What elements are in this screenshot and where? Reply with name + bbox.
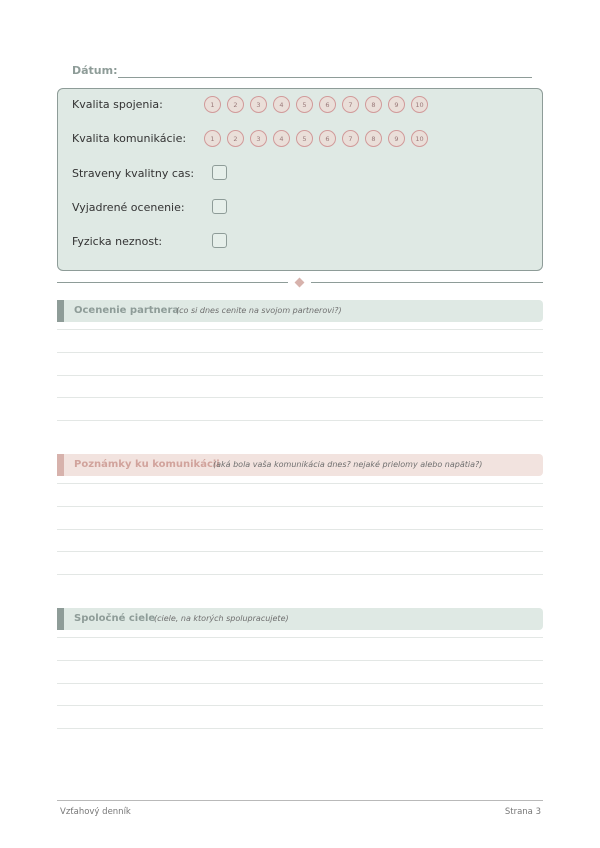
- divider-left: [57, 282, 288, 283]
- rating-circle-2[interactable]: 2: [227, 96, 244, 113]
- rating-circle-10[interactable]: 10: [411, 96, 428, 113]
- writing-line[interactable]: [57, 483, 543, 484]
- section-subtitle: (aká bola vaša komunikácia dnes? nejaké prielomy alebo napätia?): [213, 460, 483, 469]
- rating-circle-2[interactable]: 2: [227, 130, 244, 147]
- rating-circle-6[interactable]: 6: [319, 130, 336, 147]
- physical-affection-checkbox[interactable]: [212, 233, 227, 248]
- daily-rating-box: [57, 88, 543, 271]
- section-title: Poznámky ku komunikácii: [74, 459, 220, 470]
- writing-line[interactable]: [57, 705, 543, 706]
- writing-line[interactable]: [57, 352, 543, 353]
- writing-line[interactable]: [57, 420, 543, 421]
- writing-line[interactable]: [57, 529, 543, 530]
- communication-quality-label: Kvalita komunikácie:: [72, 132, 187, 145]
- writing-line[interactable]: [57, 637, 543, 638]
- section-title: Ocenenie partnera: [74, 305, 180, 316]
- section-shared-goals: [57, 608, 543, 630]
- rating-circle-1[interactable]: 1: [204, 130, 221, 147]
- rating-circle-8[interactable]: 8: [365, 130, 382, 147]
- writing-line[interactable]: [57, 551, 543, 552]
- rating-circle-1[interactable]: 1: [204, 96, 221, 113]
- appreciation-checkbox[interactable]: [212, 199, 227, 214]
- writing-line[interactable]: [57, 397, 543, 398]
- writing-line[interactable]: [57, 660, 543, 661]
- section-accent-bar: [57, 608, 64, 630]
- writing-line[interactable]: [57, 506, 543, 507]
- section-accent-bar: [57, 454, 64, 476]
- section-title: Spoločné ciele: [74, 613, 156, 624]
- footer-journal-title: Vzťahový denník: [60, 807, 131, 817]
- physical-affection-label: Fyzicka neznost:: [72, 235, 163, 248]
- rating-circle-8[interactable]: 8: [365, 96, 382, 113]
- rating-circle-9[interactable]: 9: [388, 96, 405, 113]
- writing-line[interactable]: [57, 375, 543, 376]
- rating-circle-5[interactable]: 5: [296, 96, 313, 113]
- section-accent-bar: [57, 300, 64, 322]
- section-partner-appreciation: [57, 300, 543, 322]
- quality-time-checkbox[interactable]: [212, 165, 227, 180]
- writing-line[interactable]: [57, 574, 543, 575]
- connection-quality-label: Kvalita spojenia:: [72, 98, 163, 111]
- rating-circle-3[interactable]: 3: [250, 96, 267, 113]
- section-communication-notes: [57, 454, 543, 476]
- writing-line[interactable]: [57, 728, 543, 729]
- appreciation-label: Vyjadrené ocenenie:: [72, 201, 185, 214]
- rating-circle-4[interactable]: 4: [273, 96, 290, 113]
- rating-circle-3[interactable]: 3: [250, 130, 267, 147]
- rating-circle-7[interactable]: 7: [342, 96, 359, 113]
- divider-right: [311, 282, 543, 283]
- rating-circle-4[interactable]: 4: [273, 130, 290, 147]
- date-label: Dátum:: [72, 64, 118, 77]
- date-input-line[interactable]: [118, 77, 532, 78]
- rating-circle-7[interactable]: 7: [342, 130, 359, 147]
- writing-line[interactable]: [57, 683, 543, 684]
- quality-time-label: Straveny kvalitny cas:: [72, 167, 195, 180]
- date-row: [72, 62, 532, 80]
- rating-circle-10[interactable]: 10: [411, 130, 428, 147]
- rating-circle-9[interactable]: 9: [388, 130, 405, 147]
- diamond-ornament-icon: [295, 278, 305, 288]
- rating-circle-5[interactable]: 5: [296, 130, 313, 147]
- writing-line[interactable]: [57, 329, 543, 330]
- footer-page-number: Strana 3: [504, 807, 541, 817]
- rating-circle-6[interactable]: 6: [319, 96, 336, 113]
- section-subtitle: (ciele, na ktorých spolupracujete): [154, 614, 289, 623]
- communication-quality-scale: [204, 130, 434, 147]
- footer-divider: [57, 800, 543, 801]
- section-subtitle: (co si dnes cenite na svojom partnerovi?): [176, 306, 342, 315]
- connection-quality-scale: [204, 96, 434, 113]
